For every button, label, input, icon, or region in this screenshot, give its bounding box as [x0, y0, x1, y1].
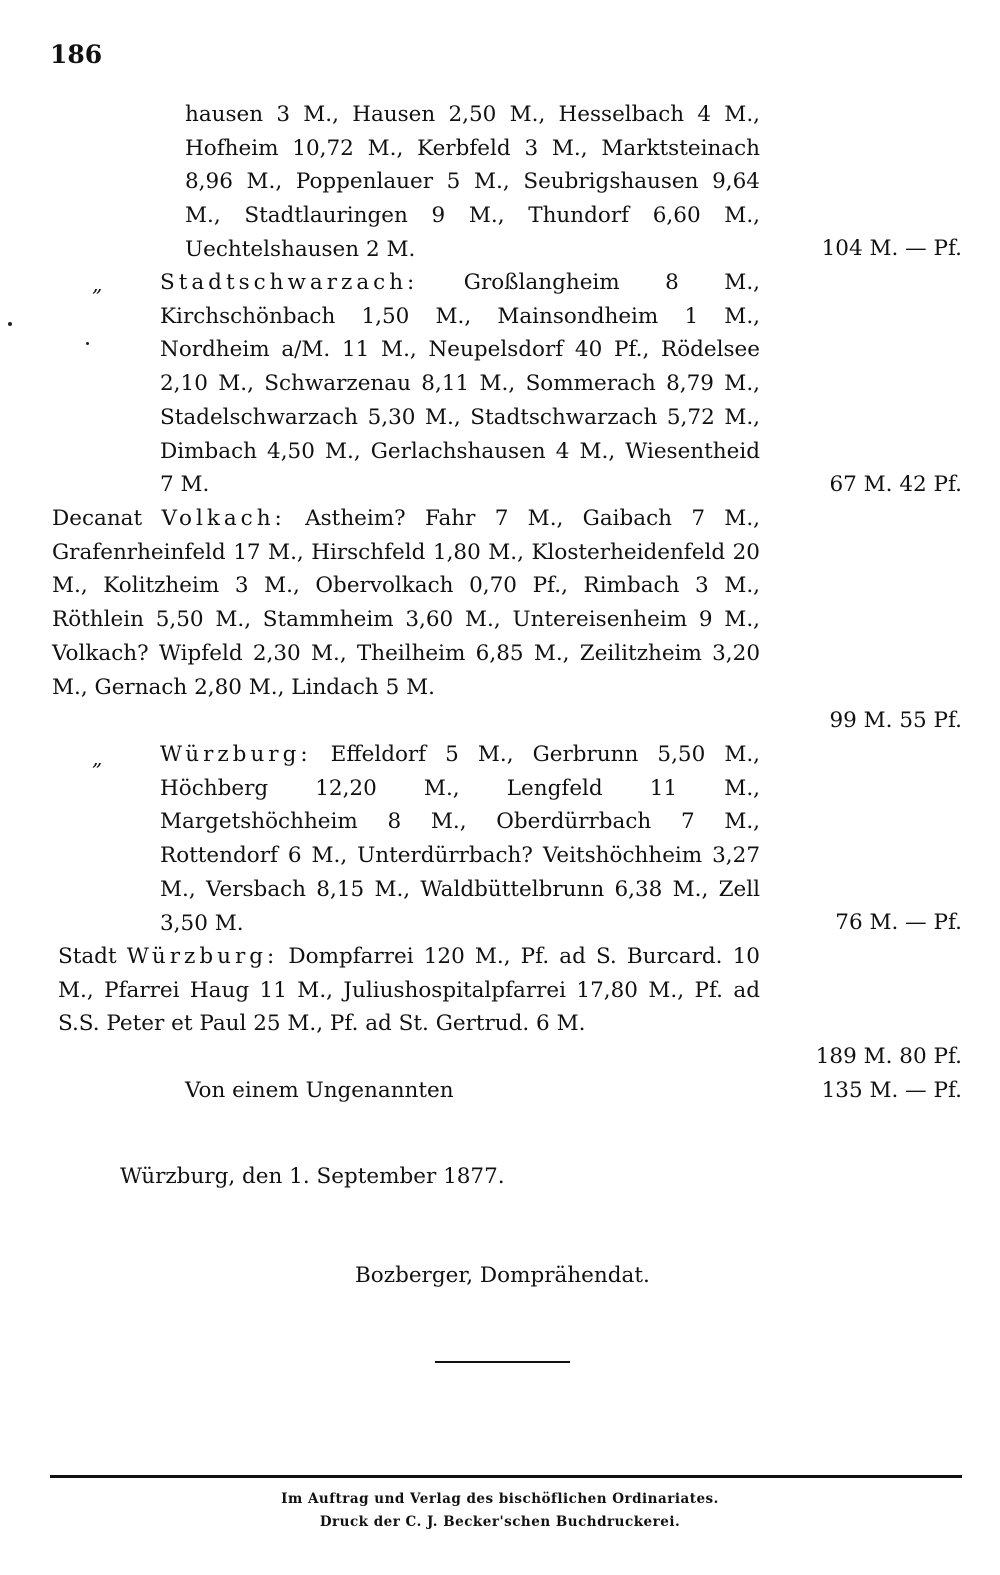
footer-printer: Druck der C. J. Becker'schen Buchdruckerei. [319, 1514, 681, 1530]
entry-heading: Stadtschwarzach: [160, 270, 419, 295]
stray-ink-mark [86, 342, 89, 345]
entry-heading: Würzburg: [126, 944, 279, 969]
entry-prefix: Decanat [52, 506, 143, 531]
entry-text: Dompfarrei 120 M., Pf. ad S. Burcard. 10 M., Pfarrei Haug 11 M., Juliushospitalpfarrei 17,80 M., Pf. ad S.S. Peter et Paul 25 M., Pf. ad St. Gertrud. 6 M. [58, 944, 760, 1037]
entry-text: Astheim? Fahr 7 M., Gaibach 7 M., Grafenrheinfeld 17 M., Hirschfeld 1,80 M., Klosterheidenfeld 20 M., Kolitzheim 3 M., Obervolkach 0,70 Pf., Rimbach 3 M., Röthlein 5,50 M., Stammheim 3,60 M., Untereisenheim 9 M., Volkach? Wipfeld 2,30 M., Theilheim 6,85 M., Zeilitzheim 3,20 M., Gernach 2,80 M., Lindach 5 M. [52, 506, 760, 700]
entry-text: hausen 3 M., Hausen 2,50 M., Hesselbach 4 M., Hofheim 10,72 M., Kerbfeld 3 M., Marktsteinach 8,96 M., Poppenlauer 5 M., Seubrigshausen 9,64 M., Stadtlauringen 9 M., Thundorf 6,60 M., Uechtelshausen 2 M. [185, 102, 760, 262]
page-number: 186 [50, 40, 103, 69]
closing-rule [435, 1361, 570, 1363]
entry-amount: 67 M. 42 Pf. [829, 472, 962, 497]
entry-amount: 99 M. 55 Pf. [829, 708, 962, 733]
entry-text: Von einem Ungenannten [185, 1078, 454, 1103]
entry-body [160, 738, 760, 940]
signature: Bozberger, Domprähendat. [355, 1263, 650, 1288]
entry-body [58, 940, 760, 1041]
entry-body [160, 266, 760, 502]
entry-heading: Würzburg: [160, 742, 312, 767]
footer-publisher: Im Auftrag und Verlag des bischöflichen Ordinariates. [281, 1491, 719, 1507]
ditto-mark: „ [92, 272, 103, 296]
stray-ink-mark [8, 322, 12, 326]
entry-text: Großlangheim 8 M., Kirchschönbach 1,50 M., Mainsondheim 1 M., Nordheim a/M. 11 M., Neupelsdorf 40 Pf., Rödelsee 2,10 M., Schwarzenau 8,11 M., Sommerach 8,79 M., Stadelschwarzach 5,30 M., Stadtschwarzach 5,72 M., Dimbach 4,50 M., Gerlachshausen 4 M., Wiesentheid 7 M. [160, 270, 760, 498]
entry-body [52, 502, 760, 704]
entry-amount: 104 M. — Pf. [821, 236, 962, 261]
entry-amount: 76 M. — Pf. [835, 910, 962, 935]
entry-prefix: Stadt [58, 944, 117, 969]
entry-amount: 135 M. — Pf. [821, 1078, 962, 1103]
closing-place-date: Würzburg, den 1. September 1877. [120, 1164, 505, 1189]
entry-heading: Volkach: [161, 506, 286, 531]
entry-text: Effeldorf 5 M., Gerbrunn 5,50 M., Höchberg 12,20 M., Lengfeld 11 M., Margetshöchheim 8 M., Oberdürrbach 7 M., Rottendorf 6 M., Unterdürrbach? Veitshöchheim 3,27 M., Versbach 8,15 M., Waldbüttelbrunn 6,38 M., Zell 3,50 M. [160, 742, 760, 936]
ditto-mark: „ [92, 746, 103, 770]
entry-amount: 189 M. 80 Pf. [815, 1044, 962, 1069]
footer-rule [50, 1475, 962, 1478]
